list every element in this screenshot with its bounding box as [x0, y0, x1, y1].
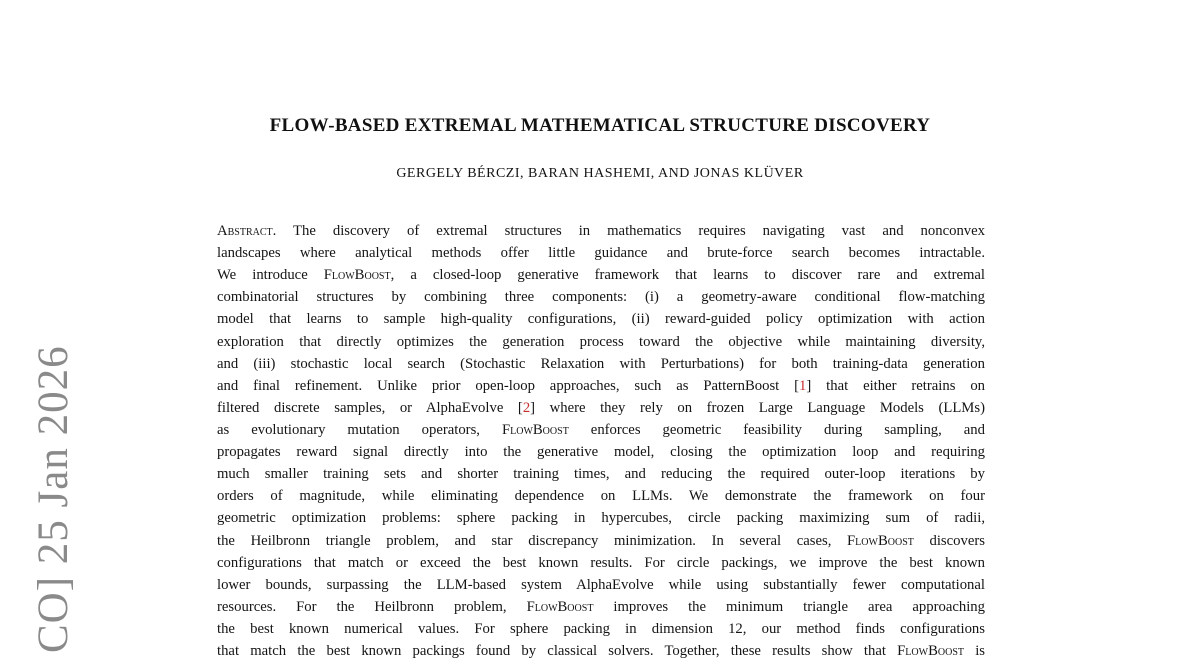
abstract-line — [217, 397, 985, 419]
smallcaps-text: FlowBoost — [847, 532, 914, 549]
abstract-line — [217, 242, 985, 264]
abstract-line — [217, 308, 985, 330]
abstract-text: , a closed-loop generative framework that learns to discover rare and extremal — [390, 267, 986, 284]
abstract-text: and (iii) stochastic local search (Stochastic Relaxation with Perturbations) for both training-data generation — [217, 355, 985, 372]
abstract-text: as evolutionary mutation operators, — [217, 421, 502, 438]
abstract-text: orders of magnitude, while eliminating dependence on LLMs. We demonstrate the framework on four — [217, 488, 985, 505]
abstract-line — [217, 353, 985, 375]
abstract-text: filtered discrete samples, or AlphaEvolve [ — [217, 399, 523, 416]
arxiv-stamp: CO] 25 Jan 2026 — [30, 345, 77, 653]
abstract-line — [217, 507, 985, 529]
abstract-text: resources. For the Heilbronn problem, — [217, 598, 527, 615]
abstract-line — [217, 530, 985, 552]
paper-title: FLOW-BASED EXTREMAL MATHEMATICAL STRUCTURE DISCOVERY — [269, 114, 931, 136]
paper-authors: GERGELY BÉRCZI, BARAN HASHEMI, AND JONAS KLÜVER — [396, 166, 804, 181]
abstract-text: configurations that match or exceed the best known results. For circle packings, we improve the best known — [217, 554, 985, 571]
abstract-text: exploration that directly optimizes the generation process toward the objective while maintaining diversity, — [217, 333, 985, 350]
smallcaps-text: FlowBoost — [501, 421, 569, 438]
abstract-line — [217, 375, 985, 397]
abstract-text: lower bounds, surpassing the LLM-based system AlphaEvolve while using substantially fewer computational — [217, 576, 985, 593]
abstract-line — [217, 596, 985, 618]
abstract-block — [217, 220, 985, 662]
abstract-line — [217, 618, 985, 640]
abstract-line — [217, 264, 985, 286]
abstract-text: enforces geometric feasibility during sampling, and — [568, 421, 985, 438]
abstract-line — [217, 552, 985, 574]
abstract-line — [217, 331, 985, 353]
abstract-text: ] that either retrains on — [806, 377, 986, 394]
smallcaps-text: FlowBoost — [323, 267, 391, 284]
abstract-line — [217, 485, 985, 507]
smallcaps-text: Abstract. — [217, 223, 277, 239]
abstract-line — [217, 463, 985, 485]
abstract-text: ] where they rely on frozen Large Language Models (LLMs) — [530, 399, 985, 416]
abstract-text: improves the minimum triangle area approaching — [593, 598, 985, 615]
abstract-line — [217, 286, 985, 308]
abstract-text: The discovery of extremal structures in mathematics requires navigating vast and nonconvex — [276, 223, 985, 239]
abstract-text: landscapes where analytical methods offer little guidance and brute-force search becomes intractable. — [217, 245, 985, 262]
abstract-text: propagates reward signal directly into the generative model, closing the optimization loop and requiring — [217, 444, 985, 461]
abstract-line — [217, 441, 985, 463]
citation-ref[interactable]: 1 — [799, 377, 807, 394]
abstract-text: geometric optimization problems: sphere packing in hypercubes, circle packing maximizing sum of radii, — [217, 510, 985, 527]
smallcaps-text: FlowBoost — [897, 643, 964, 660]
abstract-text: is — [964, 643, 986, 660]
smallcaps-text: FlowBoost — [526, 598, 594, 615]
abstract-line — [217, 220, 985, 242]
abstract-line — [217, 574, 985, 596]
abstract-line — [217, 419, 985, 441]
abstract-text: combinatorial structures by combining three components: (i) a geometry-aware conditional flow-matching — [217, 289, 985, 306]
abstract-text: the best known numerical values. For sphere packing in dimension 12, our method finds configurations — [217, 620, 985, 637]
abstract-text: the Heilbronn triangle problem, and star discrepancy minimization. In several cases, — [217, 532, 848, 549]
abstract-text: discovers — [913, 532, 985, 549]
abstract-line — [217, 640, 985, 662]
abstract-text: We introduce — [217, 267, 324, 284]
abstract-text: that match the best known packings found by classical solvers. Together, these results show that — [217, 643, 898, 660]
abstract-text: much smaller training sets and shorter training times, and reducing the required outer-loop iterations by — [217, 466, 985, 483]
abstract-text: and final refinement. Unlike prior open-loop approaches, such as PatternBoost [ — [217, 377, 800, 394]
abstract-text: model that learns to sample high-quality configurations, (ii) reward-guided policy optimization with action — [217, 311, 985, 328]
citation-ref[interactable]: 2 — [522, 399, 531, 416]
